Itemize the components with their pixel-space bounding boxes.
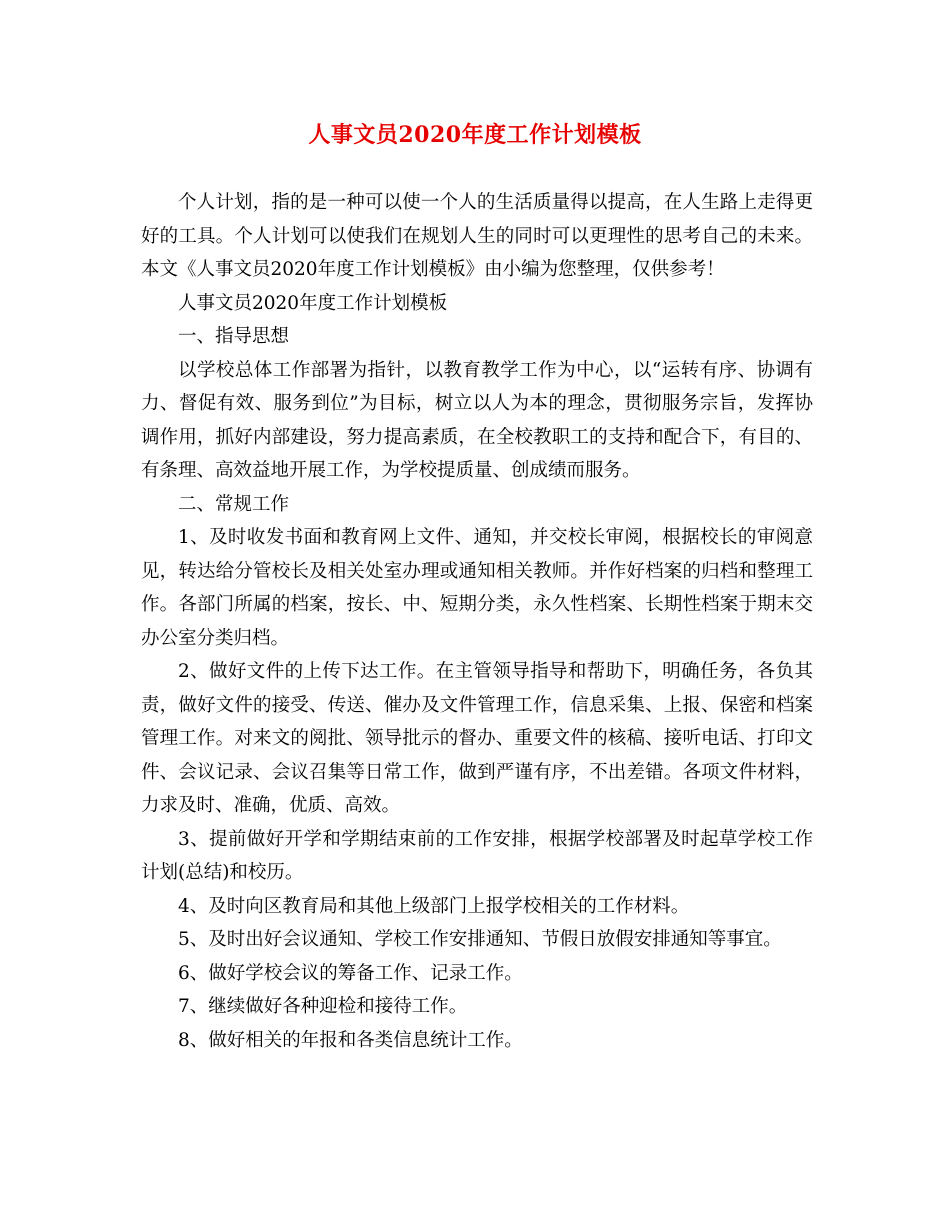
list-item: 8、做好相关的年报和各类信息统计工作。 bbox=[178, 1029, 523, 1051]
list-item: 6、做好学校会议的筹备工作、记录工作。 bbox=[178, 962, 523, 984]
list-item: 3、提前做好开学和学期结束前的工作安排，根据学校部署及时起草学校工作计划(总结)和校历。 bbox=[141, 828, 813, 883]
document-title: 人事文员2020年度工作计划模板 bbox=[308, 122, 642, 148]
subtitle-paragraph: 人事文员2020年度工作计划模板 bbox=[178, 292, 448, 314]
list-item: 7、继续做好各种迎检和接待工作。 bbox=[178, 996, 468, 1017]
intro-paragraph: 个人计划，指的是一种可以使一个人的生活质量得以提高，在人生路上走得更好的工具。个人计划可以使我们在规划人生的同时可以更理性的思考自己的未来。本文《人事文员2020年度工作计划模板》由小编为您整理，仅供参考！ bbox=[141, 192, 813, 280]
document-body bbox=[141, 186, 813, 1057]
list-item: 5、及时出好会议通知、学校工作安排通知、节假日放假安排通知等事宜。 bbox=[178, 929, 782, 950]
section-heading-guiding-thought: 一、指导思想 bbox=[178, 326, 290, 347]
guiding-thought-paragraph: 以学校总体工作部署为指针，以教育教学工作为中心，以“运转有序、协调有力、督促有效、服务到位”为目标，树立以人为本的理念，贯彻服务宗旨，发挥协调作用，抓好内部建设，努力提高素质，在全校教职工的支持和配合下，有目的、有条理、高效益地开展工作，为学校提质量、创成绩而服务。 bbox=[141, 359, 813, 481]
section-heading-routine-work: 二、常规工作 bbox=[178, 493, 290, 515]
list-item: 2、做好文件的上传下达工作。在主管领导指导和帮助下，明确任务，各负其责，做好文件的接受、传送、催办及文件管理工作，信息采集、上报、保密和档案管理工作。对来文的阅批、领导批示的督办、重要文件的核稿、接听电话、打印文件、会议记录、会议召集等日常工作，做到严谨有序，不出差错。各项文件材料，力求及时、准确，优质、高效。 bbox=[141, 661, 813, 816]
list-item: 1、及时收发书面和教育网上文件、通知，并交校长审阅，根据校长的审阅意见，转达给分管校长及相关处室办理或通知相关教师。并作好档案的归档和整理工作。各部门所属的档案，按长、中、短期分类，永久性档案、长期性档案于期末交办公室分类归档。 bbox=[141, 527, 813, 649]
list-item: 4、及时向区教育局和其他上级部门上报学校相关的工作材料。 bbox=[178, 895, 690, 917]
